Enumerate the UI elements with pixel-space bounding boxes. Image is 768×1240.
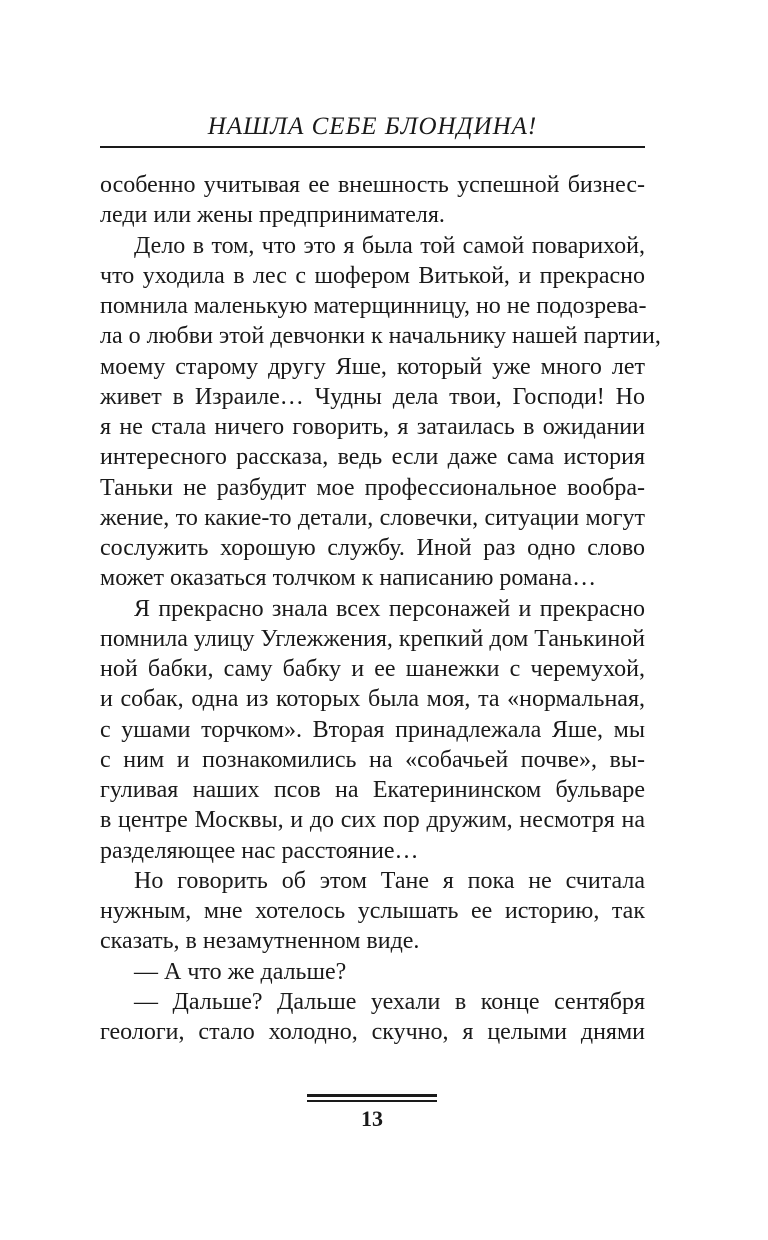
text-line: геологи, стало холодно, скучно, я целыми днями [100,1019,645,1045]
dialogue-line: — Дальше? Дальше уехали в конце сентября [134,988,645,1015]
header-rule [100,146,645,148]
text-line: помнила улицу Углежжения, крепкий дом Танькиной [100,625,646,652]
text-line: я не стала ничего говорить, я затаилась в ожидании [100,414,645,440]
text-line: гуливая наших псов на Екатерининском бульваре [100,777,645,803]
text-line: сказать, в незамутненном виде. [100,928,420,955]
text-line: что уходила в лес с шофером Витькой, и прекрасно [100,262,645,289]
footer-rule [307,1094,437,1102]
text-line: ной бабки, саму бабку и ее шанежки с черемухой, [100,656,645,682]
text-line: с ушами торчком». Вторая принадлежала Яше, мы [100,716,645,743]
text-line: Дело в том, что это я была той самой поварихой, [134,232,645,259]
dialogue-line: — А что же дальше? [134,958,347,985]
text-line: может оказаться толчком к написанию романа… [100,565,597,592]
page-number: 13 [361,1106,383,1131]
text-line: Но говорить об этом Тане я пока не считала [134,867,645,894]
text-line: Я прекрасно знала всех персонажей и прекрасно [134,595,645,622]
text-line: живет в Израиле… Чудны дела твои, Господи! Но [100,383,645,410]
text-line: помнила маленькую матерщинницу, но не подозрева- [100,293,647,319]
text-line: нужным, мне хотелось услышать ее историю, так [100,898,645,924]
body-text [100,170,661,1047]
text-line: особенно учитывая ее внешность успешной бизнес- [100,172,645,198]
text-line: с ним и познакомились на «собачьей почве», вы- [100,746,645,773]
text-line: моему старому другу Яше, который уже много лет [100,353,645,380]
text-line: ла о любви этой девчонки к начальнику нашей партии, [100,323,661,350]
text-line: в центре Москвы, и до сих пор дружим, несмотря на [100,807,645,834]
running-title: НАШЛА СЕБЕ БЛОНДИНА! [207,113,538,140]
text-line: Таньки не разбудит мое профессиональное вообра- [100,474,645,501]
text-line: леди или жены предпринимателя. [100,202,445,229]
text-line: и собак, одна из которых была моя, та «нормальная, [100,686,645,713]
footer-rule-thin [307,1100,437,1102]
text-line: разделяющее нас расстояние… [100,837,419,864]
text-line: жение, то какие-то детали, словечки, ситуации могут [100,504,645,531]
footer-rule-thick [307,1094,437,1097]
text-line: сослужить хорошую службу. Иной раз одно слово [100,535,645,561]
text-line: интересного рассказа, ведь если даже сама история [100,444,645,471]
